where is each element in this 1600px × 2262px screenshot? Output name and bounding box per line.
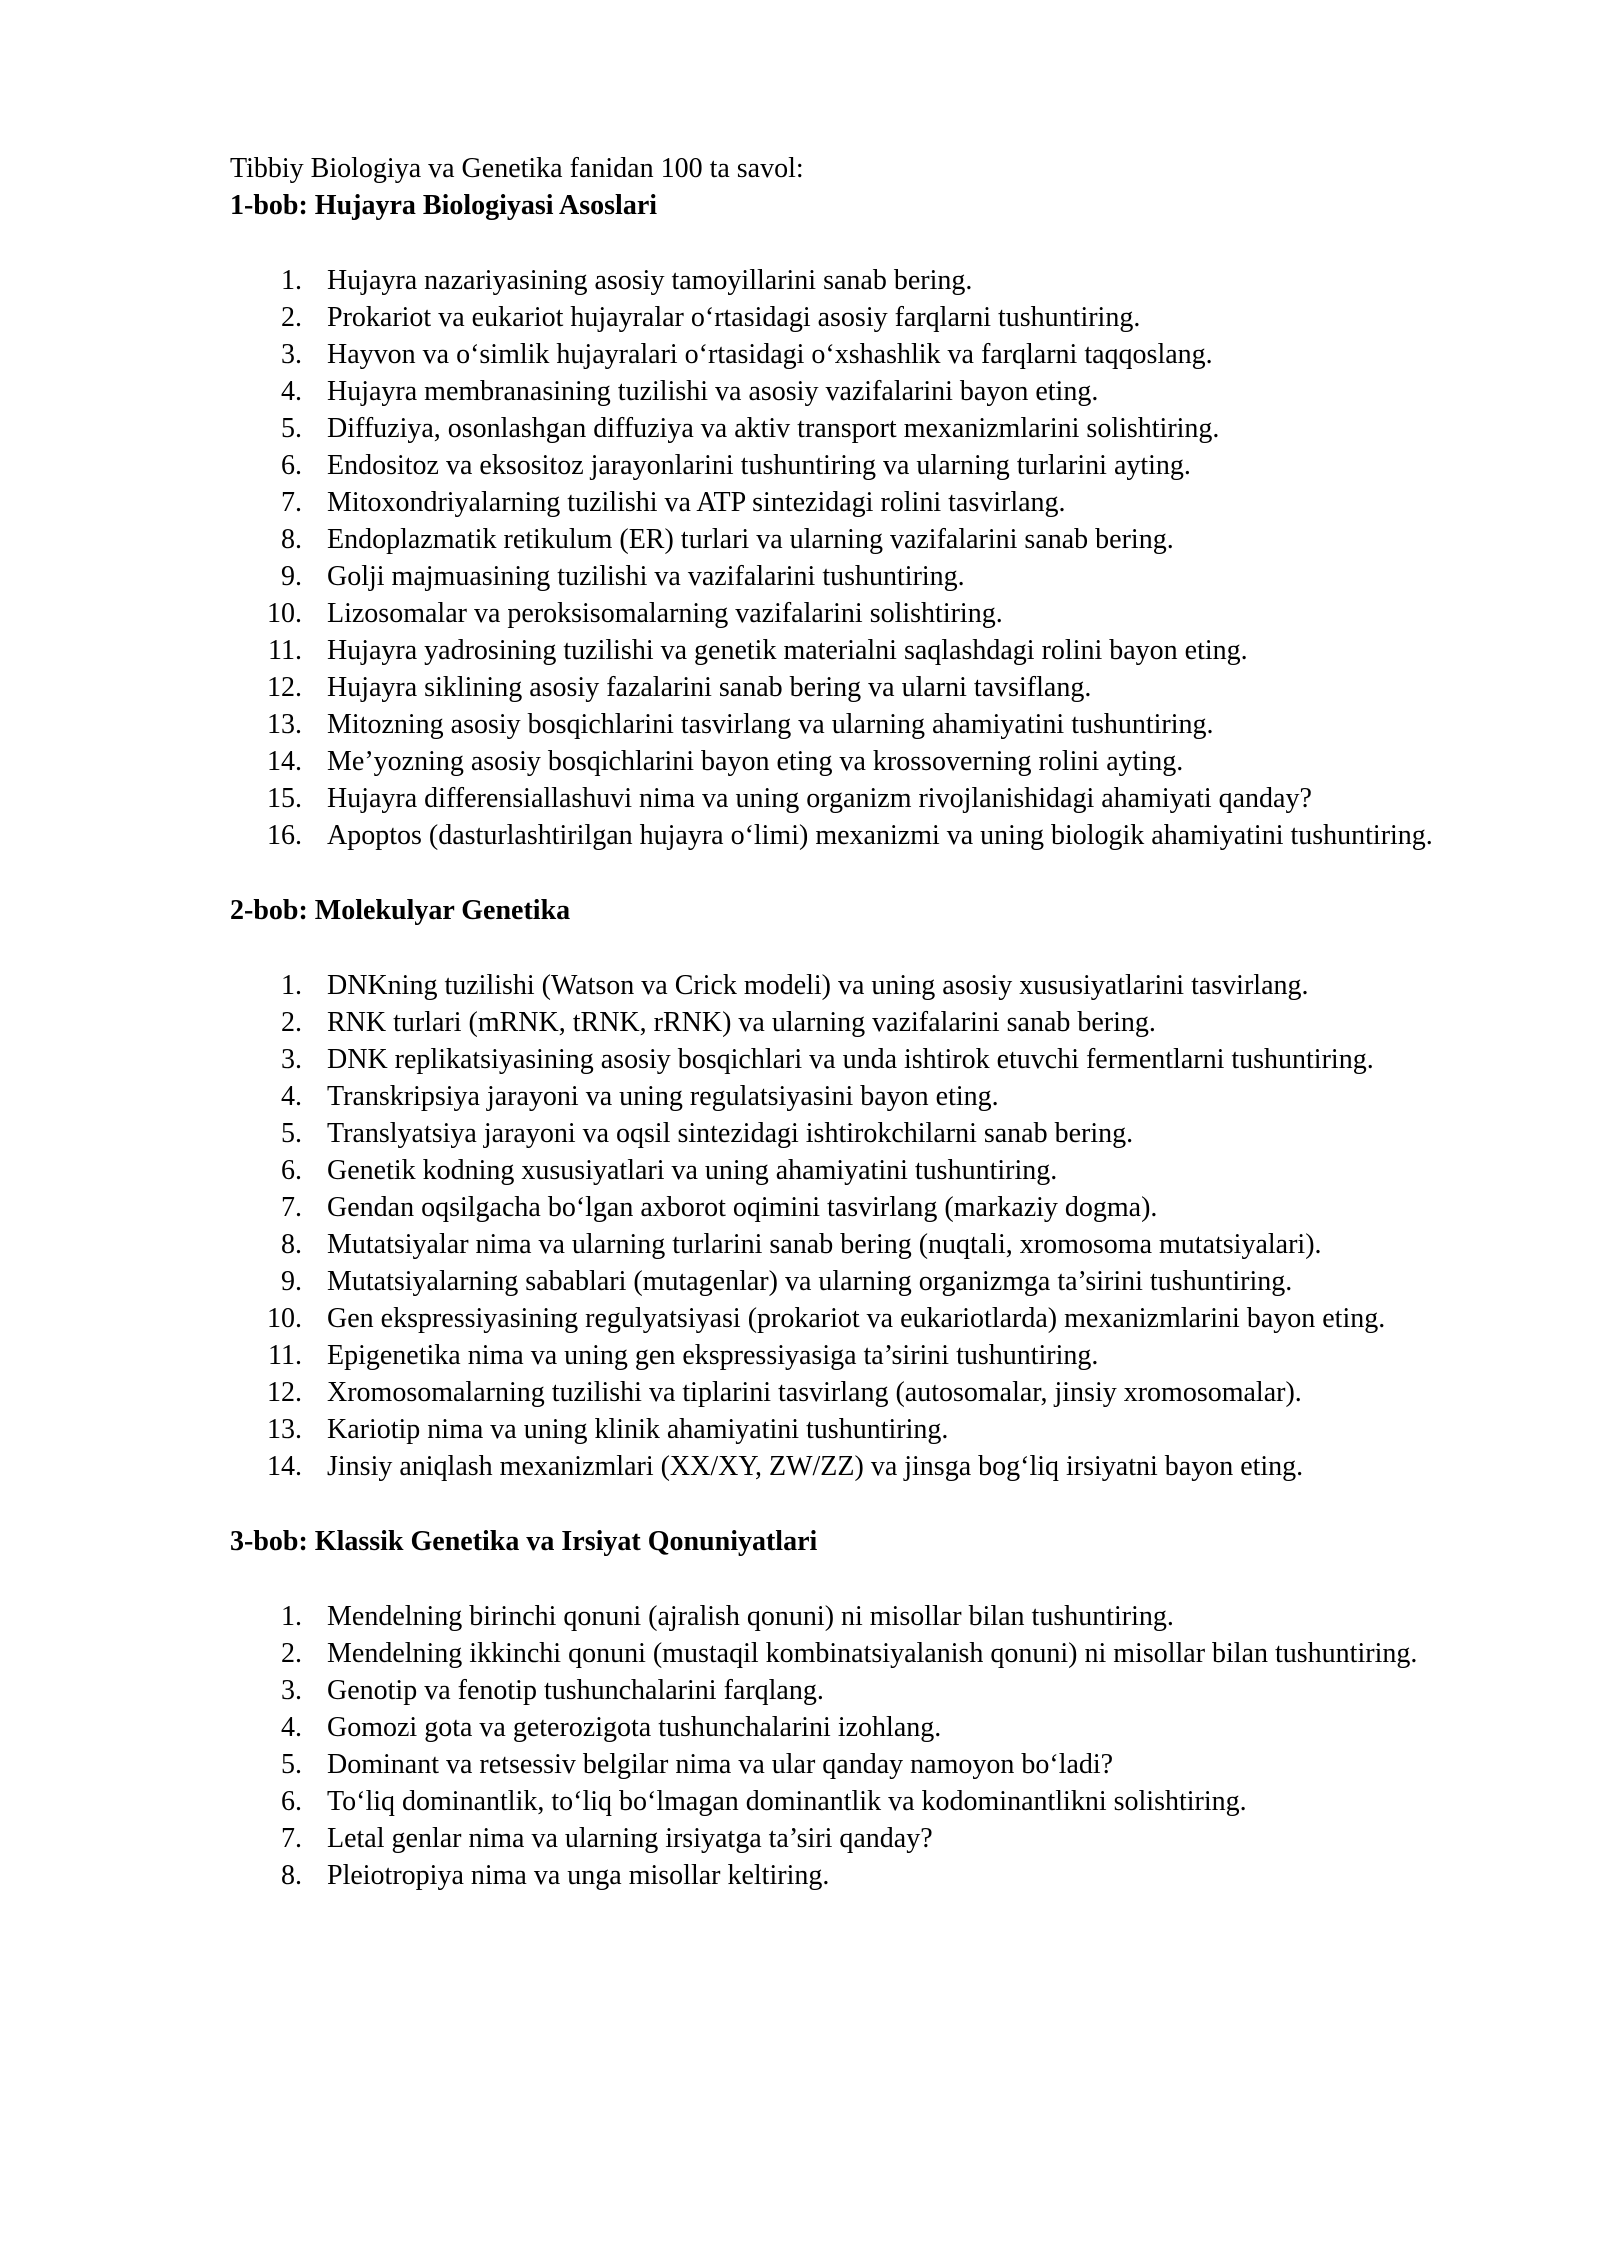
- question-number: 9.: [281, 1266, 302, 1297]
- question-number: 10.: [267, 1303, 302, 1334]
- question-text: DNK replikatsiyasining asosiy bosqichlari va unda ishtirok etuvchi fermentlarni tushuntiring.: [327, 1044, 1374, 1075]
- chapter-heading: 3-bob: Klassik Genetika va Irsiyat Qonuniyatlari: [230, 1526, 818, 1557]
- question-number: 2.: [281, 302, 302, 333]
- question-item: [230, 1374, 1490, 1411]
- question-text: Pleiotropiya nima va unga misollar keltiring.: [327, 1860, 830, 1891]
- question-item: [230, 595, 1490, 632]
- question-item: [230, 1078, 1490, 1115]
- question-text: Letal genlar nima va ularning irsiyatga ta’siri qanday?: [327, 1823, 933, 1854]
- question-text: Mitoxondriyalarning tuzilishi va ATP sintezidagi rolini tasvirlang.: [327, 487, 1066, 518]
- question-number: 12.: [267, 672, 302, 703]
- question-text: DNKning tuzilishi (Watson va Crick modeli) va uning asosiy xususiyatlarini tasvirlang.: [327, 970, 1309, 1001]
- question-text: Me’yozning asosiy bosqichlarini bayon eting va krossoverning rolini ayting.: [327, 746, 1184, 777]
- question-number: 6.: [281, 1155, 302, 1186]
- question-number: 5.: [281, 1118, 302, 1149]
- question-text: Gendan oqsilgacha bo‘lgan axborot oqimini tasvirlang (markaziy dogma).: [327, 1192, 1158, 1223]
- question-item: [230, 1709, 1490, 1746]
- question-number: 4.: [281, 1081, 302, 1112]
- question-number: 14.: [267, 746, 302, 777]
- question-number: 10.: [267, 598, 302, 629]
- question-number: 3.: [281, 1675, 302, 1706]
- question-text: Genotip va fenotip tushunchalarini farqlang.: [327, 1675, 824, 1706]
- question-number: 11.: [268, 1340, 302, 1371]
- chapter-3: [230, 1523, 1490, 1894]
- question-item: [230, 373, 1490, 410]
- document-intro: Tibbiy Biologiya va Genetika fanidan 100 ta savol:: [230, 153, 804, 184]
- chapter-heading: 2-bob: Molekulyar Genetika: [230, 895, 571, 926]
- question-text: RNK turlari (mRNK, tRNK, rRNK) va ularning vazifalarini sanab bering.: [327, 1007, 1156, 1038]
- question-item: [230, 817, 1490, 854]
- question-text: Hujayra membranasining tuzilishi va asosiy vazifalarini bayon eting.: [327, 376, 1099, 407]
- question-text: Diffuziya, osonlashgan diffuziya va aktiv transport mexanizmlarini solishtiring.: [327, 413, 1220, 444]
- question-item: [230, 1189, 1490, 1226]
- question-text: Gomozi gota va geterozigota tushunchalarini izohlang.: [327, 1712, 942, 1743]
- question-item: [230, 336, 1490, 373]
- question-number: 11.: [268, 635, 302, 666]
- question-item: [230, 1672, 1490, 1709]
- question-item: [230, 1152, 1490, 1189]
- question-item: [230, 447, 1490, 484]
- question-item: [230, 1635, 1490, 1672]
- question-number: 13.: [267, 1414, 302, 1445]
- question-number: 16.: [267, 820, 302, 851]
- question-text: Jinsiy aniqlash mexanizmlari (XX/XY, ZW/ZZ) va jinsga bog‘liq irsiyatni bayon eting.: [327, 1451, 1304, 1482]
- question-number: 6.: [281, 1786, 302, 1817]
- question-item: [230, 299, 1490, 336]
- question-number: 6.: [281, 450, 302, 481]
- question-item: [230, 780, 1490, 817]
- question-item: [230, 1337, 1490, 1374]
- question-text: Gen ekspressiyasining regulyatsiyasi (prokariot va eukariotlarda) mexanizmlarini bayon eting.: [327, 1303, 1386, 1334]
- question-text: Hujayra differensiallashuvi nima va uning organizm rivojlanishidagi ahamiyati qanday?: [327, 783, 1312, 814]
- question-text: Kariotip nima va uning klinik ahamiyatini tushuntiring.: [327, 1414, 949, 1445]
- question-item: [230, 1783, 1490, 1820]
- question-text: Mitozning asosiy bosqichlarini tasvirlang va ularning ahamiyatini tushuntiring.: [327, 709, 1214, 740]
- question-number: 9.: [281, 561, 302, 592]
- question-number: 12.: [267, 1377, 302, 1408]
- question-number: 7.: [281, 1192, 302, 1223]
- question-text: Mendelning ikkinchi qonuni (mustaqil kombinatsiyalanish qonuni) ni misollar bilan tushuntiring.: [327, 1638, 1418, 1669]
- document-page: [230, 150, 1490, 1894]
- question-item: [230, 1004, 1490, 1041]
- question-item: [230, 1041, 1490, 1078]
- question-number: 15.: [267, 783, 302, 814]
- question-list: [230, 1598, 1490, 1894]
- question-number: 2.: [281, 1638, 302, 1669]
- question-item: [230, 1448, 1490, 1485]
- question-item: [230, 632, 1490, 669]
- question-item: [230, 1263, 1490, 1300]
- question-list: [230, 967, 1490, 1485]
- question-item: [230, 1598, 1490, 1635]
- question-text: Mutatsiyalarning sabablari (mutagenlar) va ularning organizmga ta’sirini tushuntiring.: [327, 1266, 1293, 1297]
- question-text: To‘liq dominantlik, to‘liq bo‘lmagan dominantlik va kodominantlikni solishtiring.: [327, 1786, 1247, 1817]
- question-text: Translyatsiya jarayoni va oqsil sintezidagi ishtirokchilarni sanab bering.: [327, 1118, 1134, 1149]
- question-number: 8.: [281, 1229, 302, 1260]
- question-item: [230, 1820, 1490, 1857]
- question-number: 5.: [281, 413, 302, 444]
- question-text: Hujayra nazariyasining asosiy tamoyillarini sanab bering.: [327, 265, 973, 296]
- question-text: Mutatsiyalar nima va ularning turlarini sanab bering (nuqtali, xromosoma mutatsiyalari).: [327, 1229, 1322, 1260]
- question-list: [230, 262, 1490, 854]
- question-number: 2.: [281, 1007, 302, 1038]
- question-text: Prokariot va eukariot hujayralar o‘rtasidagi asosiy farqlarni tushuntiring.: [327, 302, 1141, 333]
- question-item: [230, 743, 1490, 780]
- question-text: Golji majmuasining tuzilishi va vazifalarini tushuntiring.: [327, 561, 965, 592]
- question-text: Genetik kodning xususiyatlari va uning ahamiyatini tushuntiring.: [327, 1155, 1058, 1186]
- question-number: 7.: [281, 487, 302, 518]
- question-text: Endositoz va eksositoz jarayonlarini tushuntiring va ularning turlarini ayting.: [327, 450, 1191, 481]
- question-number: 1.: [281, 1601, 302, 1632]
- question-item: [230, 706, 1490, 743]
- question-item: [230, 558, 1490, 595]
- question-number: 3.: [281, 1044, 302, 1075]
- question-text: Hayvon va o‘simlik hujayralari o‘rtasidagi o‘xshashlik va farqlarni taqqoslang.: [327, 339, 1213, 370]
- question-item: [230, 484, 1490, 521]
- question-text: Hujayra siklining asosiy fazalarini sanab bering va ularni tavsiflang.: [327, 672, 1092, 703]
- question-number: 14.: [267, 1451, 302, 1482]
- question-number: 7.: [281, 1823, 302, 1854]
- question-number: 4.: [281, 376, 302, 407]
- question-item: [230, 669, 1490, 706]
- question-number: 8.: [281, 524, 302, 555]
- question-item: [230, 1411, 1490, 1448]
- question-text: Dominant va retsessiv belgilar nima va ular qanday namoyon bo‘ladi?: [327, 1749, 1114, 1780]
- question-item: [230, 1857, 1490, 1894]
- question-text: Apoptos (dasturlashtirilgan hujayra o‘limi) mexanizmi va uning biologik ahamiyatini tushuntiring.: [327, 820, 1433, 851]
- question-number: 1.: [281, 970, 302, 1001]
- question-number: 4.: [281, 1712, 302, 1743]
- question-number: 8.: [281, 1860, 302, 1891]
- question-number: 1.: [281, 265, 302, 296]
- question-number: 5.: [281, 1749, 302, 1780]
- question-item: [230, 1300, 1490, 1337]
- question-text: Xromosomalarning tuzilishi va tiplarini tasvirlang (autosomalar, jinsiy xromosomalar).: [327, 1377, 1302, 1408]
- question-number: 3.: [281, 339, 302, 370]
- chapter-2: [230, 892, 1490, 1485]
- question-text: Transkripsiya jarayoni va uning regulatsiyasini bayon eting.: [327, 1081, 999, 1112]
- question-text: Lizosomalar va peroksisomalarning vazifalarini solishtiring.: [327, 598, 1003, 629]
- question-item: [230, 1746, 1490, 1783]
- question-item: [230, 967, 1490, 1004]
- question-item: [230, 410, 1490, 447]
- question-text: Hujayra yadrosining tuzilishi va genetik materialni saqlashdagi rolini bayon eting.: [327, 635, 1248, 666]
- question-number: 13.: [267, 709, 302, 740]
- question-text: Epigenetika nima va uning gen ekspressiyasiga ta’sirini tushuntiring.: [327, 1340, 1099, 1371]
- chapter-heading: 1-bob: Hujayra Biologiyasi Asoslari: [230, 190, 658, 221]
- question-item: [230, 521, 1490, 558]
- question-item: [230, 262, 1490, 299]
- question-item: [230, 1115, 1490, 1152]
- question-text: Endoplazmatik retikulum (ER) turlari va ularning vazifalarini sanab bering.: [327, 524, 1174, 555]
- chapter-1: [230, 187, 1490, 854]
- question-text: Mendelning birinchi qonuni (ajralish qonuni) ni misollar bilan tushuntiring.: [327, 1601, 1174, 1632]
- question-item: [230, 1226, 1490, 1263]
